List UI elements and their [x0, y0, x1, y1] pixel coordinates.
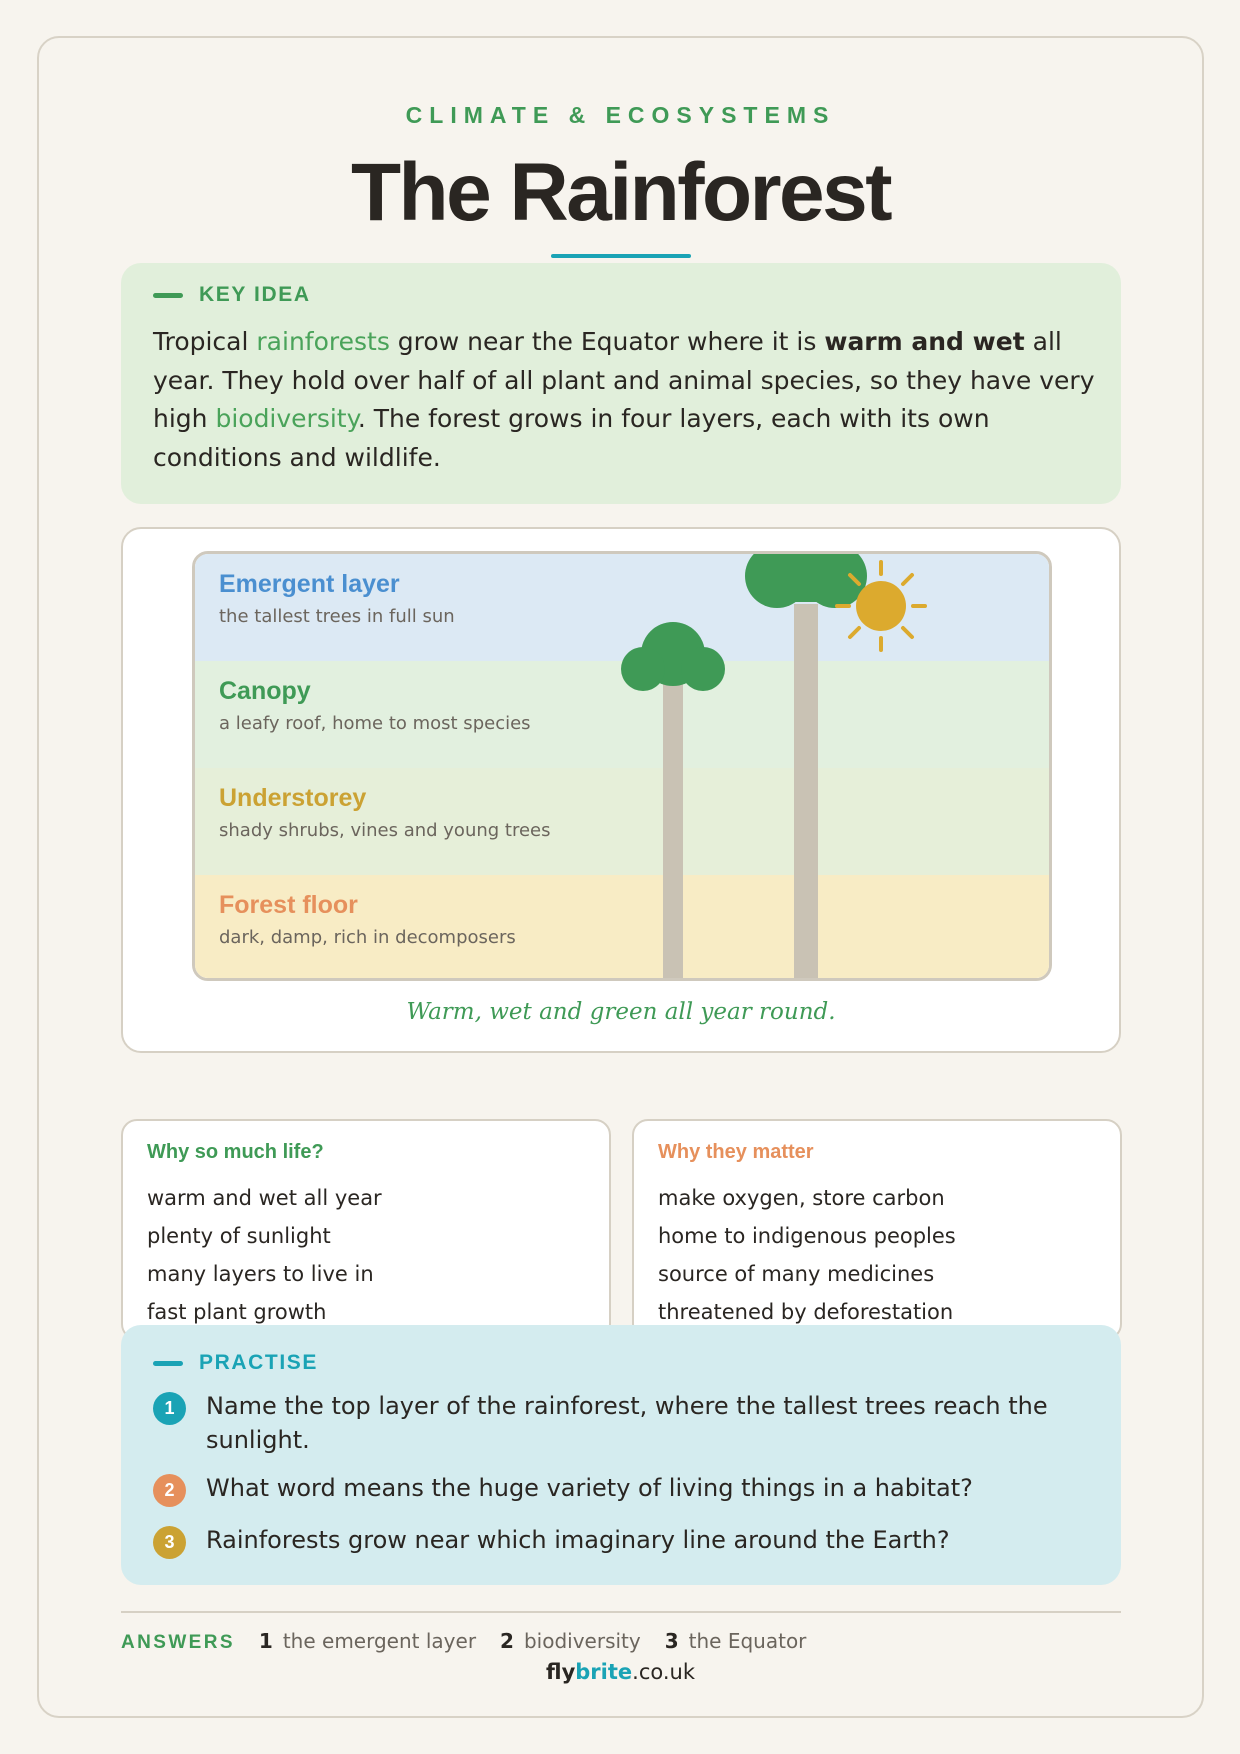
heading-dash [153, 1361, 183, 1366]
layer-desc: a leafy roof, home to most species [219, 713, 531, 734]
key-idea-label: KEY IDEA [199, 283, 311, 306]
list-item: make oxygen, store carbon [658, 1186, 945, 1210]
question-number-badge: 1 [153, 1392, 186, 1425]
key-text-part: . The forest grows in four layers, each with its own conditions and wildlife. [153, 404, 990, 472]
list-item: fast plant growth [147, 1300, 327, 1324]
brand-logo [39, 1660, 1202, 1684]
title-underline [551, 254, 691, 258]
worksheet-page [37, 36, 1204, 1718]
heading-dash [153, 293, 183, 298]
short-tree-crown-icon [621, 622, 725, 691]
why-they-matter-card [632, 1119, 1122, 1340]
key-idea-panel [121, 263, 1121, 504]
practise-heading [153, 1351, 318, 1375]
question-text: Rainforests grow near which imaginary line around the Earth? [206, 1526, 950, 1554]
brand-brite: brite [575, 1660, 633, 1684]
answers-row [121, 1629, 830, 1654]
page-title: The Rainforest [350, 147, 891, 238]
key-text-part: all year. They hold over half of all plant and animal species, so they have very high [153, 327, 1095, 433]
subject-kicker: CLIMATE & ECOSYSTEMS [405, 102, 836, 128]
tall-tree-trunk-icon [794, 604, 818, 981]
card-heading: Why so much life? [147, 1141, 324, 1163]
trees-and-sun-illustration [195, 554, 1052, 981]
diagram-tagline: Warm, wet and green all year round. [406, 999, 836, 1025]
answer-text: the Equator [688, 1629, 807, 1653]
answer-text: the emergent layer [282, 1629, 477, 1653]
card-heading: Why they matter [658, 1141, 814, 1163]
layer-name: Canopy [219, 677, 311, 705]
answer-number: 3 [664, 1629, 679, 1653]
question-3 [153, 1523, 1083, 1559]
keyword-rainforests: rainforests [256, 327, 390, 356]
question-number-badge: 2 [153, 1474, 186, 1507]
footer-divider [121, 1611, 1121, 1613]
question-number-badge: 3 [153, 1526, 186, 1559]
answer-text: biodiversity [523, 1629, 641, 1653]
keyword-warm-and-wet: warm and wet [824, 327, 1025, 356]
layer-name: Forest floor [219, 891, 358, 919]
list-item: source of many medicines [658, 1262, 935, 1286]
reasons-list [147, 1179, 382, 1331]
layer-desc: shady shrubs, vines and young trees [219, 820, 551, 841]
importance-list [658, 1179, 956, 1331]
question-2 [153, 1471, 1083, 1507]
why-so-much-life-card [121, 1119, 611, 1340]
question-text: What word means the huge variety of living things in a habitat? [206, 1474, 973, 1502]
list-item: many layers to live in [147, 1262, 374, 1286]
key-text-part: Tropical [153, 327, 257, 356]
key-text-part: grow near the Equator where it is [389, 327, 825, 356]
practise-label: PRACTISE [199, 1351, 318, 1374]
answers-label: ANSWERS [121, 1632, 235, 1653]
practise-panel [121, 1325, 1121, 1585]
keyword-biodiversity: biodiversity [215, 404, 358, 433]
key-idea-heading [153, 283, 311, 307]
brand-domain: .co.uk [632, 1660, 695, 1684]
layer-name: Understorey [219, 784, 367, 812]
layer-name: Emergent layer [219, 570, 400, 598]
question-1 [153, 1389, 1083, 1457]
key-idea-text [153, 323, 1103, 477]
answer-number: 2 [500, 1629, 514, 1653]
answer-number: 1 [258, 1629, 273, 1653]
tall-tree-crown-icon [745, 554, 867, 608]
question-text: Name the top layer of the rainforest, where the tallest trees reach the sunlight. [206, 1392, 1048, 1454]
list-item: warm and wet all year [147, 1186, 382, 1210]
layer-desc: the tallest trees in full sun [219, 606, 455, 627]
list-item: home to indigenous peoples [658, 1224, 956, 1248]
list-item: threatened by deforestation [658, 1300, 954, 1324]
rainforest-layers-diagram [192, 551, 1052, 981]
layers-diagram-card [121, 527, 1121, 1053]
sun-icon [837, 562, 925, 650]
short-tree-trunk-icon [663, 674, 683, 981]
brand-fly: fly [546, 1660, 576, 1684]
list-item: plenty of sunlight [147, 1224, 331, 1248]
layer-desc: dark, damp, rich in decomposers [219, 927, 516, 948]
